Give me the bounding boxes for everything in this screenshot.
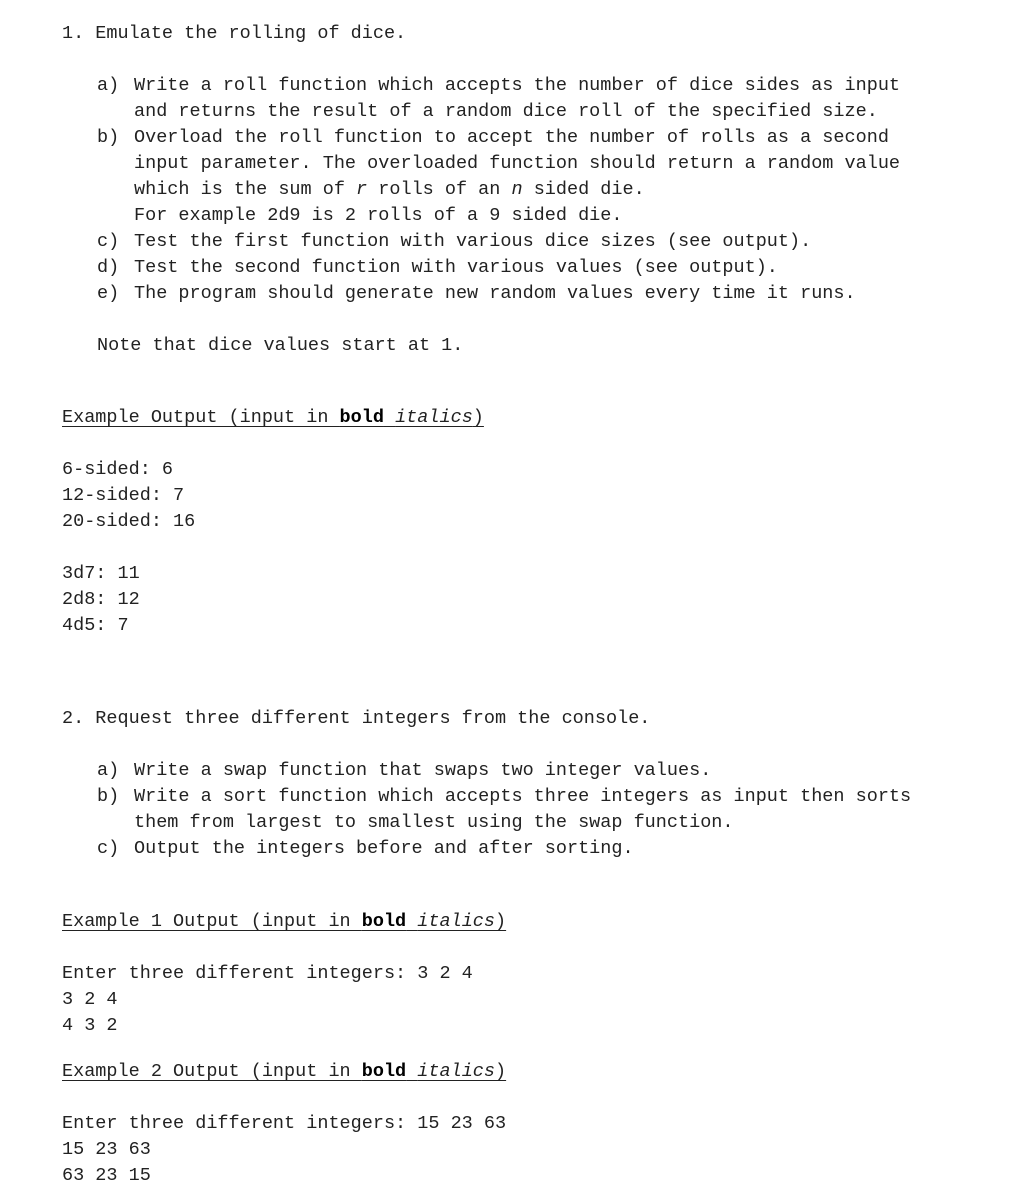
heading-suffix: ) [472,407,484,428]
heading-prefix: Example 2 Output (input in [62,1061,362,1082]
heading-italic-word: italics [395,407,473,428]
variable-r: r [356,179,368,200]
q2-item-c-marker: c) [97,838,120,859]
q2-item-a-marker: a) [97,760,120,781]
q2-item-b-marker: b) [97,786,120,807]
q1-output-line: 4d5: 7 [62,615,129,636]
q1-item-d-text: Test the second function with various values (see output). [134,257,778,278]
q1-item-b [97,125,889,151]
q2-example1-line: 4 3 2 [62,1015,118,1036]
heading-space [406,1061,417,1082]
q2-item-c-text: Output the integers before and after sorting. [134,838,634,859]
heading-space [384,407,395,428]
q1-output-line: 12-sided: 7 [62,485,185,506]
q2-example2-line: Enter three different integers: 15 23 63 [62,1113,507,1134]
q2-item-a [97,758,711,784]
q1-output-line: 2d8: 12 [62,589,140,610]
q1-title: 1. Emulate the rolling of dice. [62,23,407,44]
q2-item-b-line2: them from largest to smallest using the swap function. [134,812,734,833]
heading-prefix: Example 1 Output (input in [62,911,362,932]
heading-suffix: ) [495,911,507,932]
q1-output-line: 6-sided: 6 [62,459,174,480]
q1-item-a-line2: and returns the result of a random dice roll of the specified size. [134,101,878,122]
q1-item-b-line3 [134,177,645,203]
q2-item-c [97,836,634,862]
q1-item-d [97,255,778,281]
q1-item-b-line3-post: sided die. [522,179,645,200]
q2-example1-heading [62,909,506,935]
heading-suffix: ) [495,1061,507,1082]
q2-example1-line: Enter three different integers: 3 2 4 [62,963,473,984]
q1-item-b-line3-pre: which is the sum of [134,179,357,200]
q1-item-b-marker: b) [97,127,120,148]
q2-example1-line: 3 2 4 [62,989,118,1010]
q1-output-line: 20-sided: 16 [62,511,196,532]
q2-item-a-text: Write a swap function that swaps two integer values. [134,760,712,781]
q2-example2-line: 63 23 15 [62,1165,151,1186]
heading-bold-word: bold [361,911,407,932]
q1-item-d-marker: d) [97,257,120,278]
heading-space [406,911,417,932]
q1-item-a-line1: Write a roll function which accepts the number of dice sides as input [134,75,901,96]
q1-item-b-line3-mid: rolls of an [367,179,512,200]
q1-item-c [97,229,811,255]
q2-item-b [97,784,911,810]
q1-example-heading [62,405,484,431]
q1-item-e-marker: e) [97,283,120,304]
q1-item-a-marker: a) [97,75,120,96]
q1-output-line: 3d7: 11 [62,563,140,584]
q1-item-e-text: The program should generate new random values every time it runs. [134,283,856,304]
q1-item-b-line2: input parameter. The overloaded function should return a random value [134,153,901,174]
q1-item-a [97,73,900,99]
q1-note: Note that dice values start at 1. [97,335,464,356]
q1-item-e [97,281,856,307]
q1-item-b-line1: Overload the roll function to accept the number of rolls as a second [134,127,889,148]
heading-italic-word: italics [417,911,495,932]
heading-prefix: Example Output (input in [62,407,340,428]
q2-title: 2. Request three different integers from the console. [62,708,651,729]
heading-italic-word: italics [417,1061,495,1082]
q1-item-b-line4: For example 2d9 is 2 rolls of a 9 sided die. [134,205,623,226]
heading-bold-word: bold [361,1061,407,1082]
variable-n: n [511,179,523,200]
q2-example2-heading [62,1059,506,1085]
q1-item-c-text: Test the first function with various dice sizes (see output). [134,231,812,252]
q2-item-b-line1: Write a sort function which accepts three integers as input then sorts [134,786,912,807]
q2-example2-line: 15 23 63 [62,1139,151,1160]
heading-bold-word: bold [339,407,384,428]
q1-item-c-marker: c) [97,231,120,252]
